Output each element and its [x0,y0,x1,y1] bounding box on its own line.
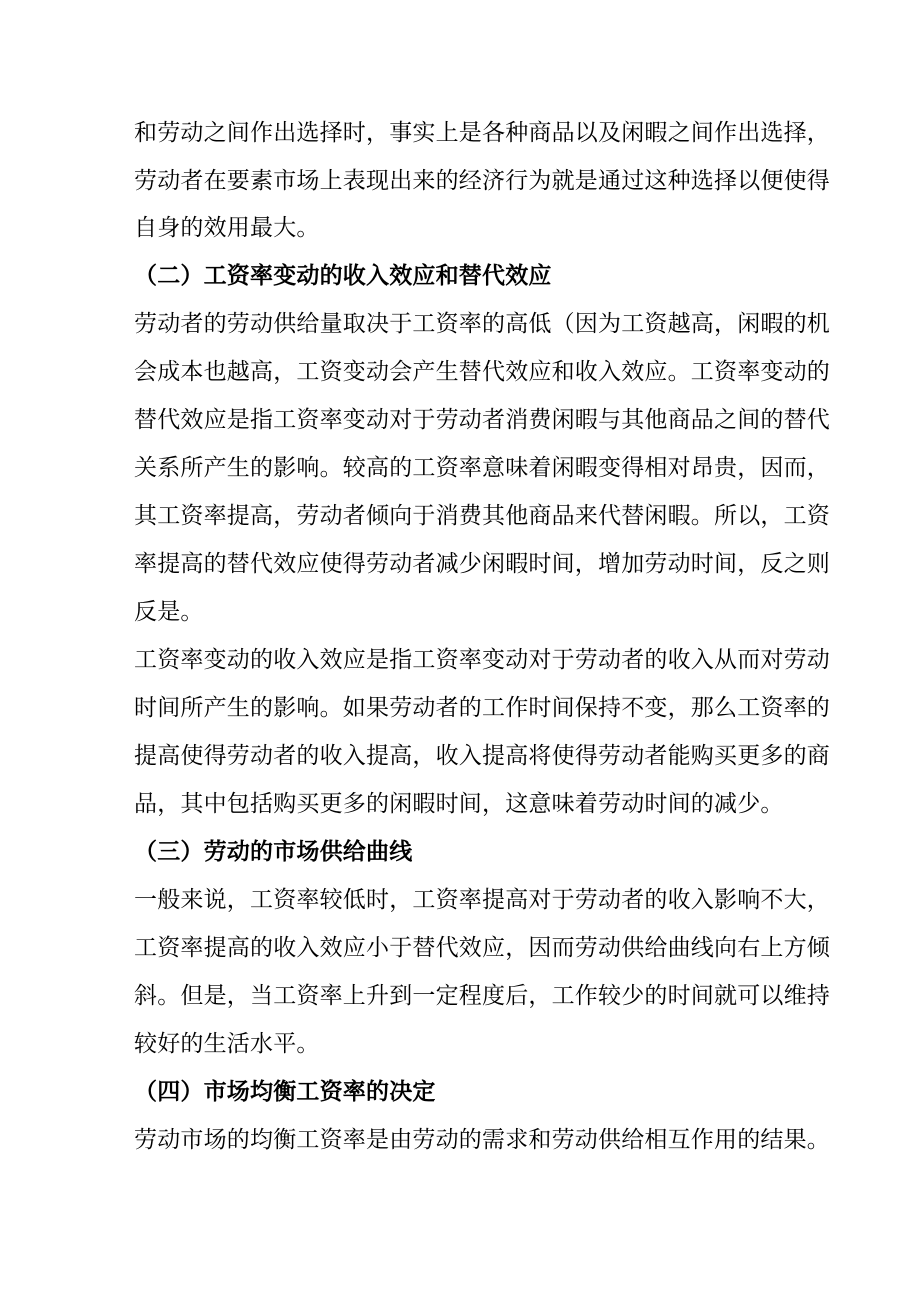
paragraph-line: 率提高的替代效应使得劳动者减少闲暇时间，增加劳动时间，反之则 [134,551,830,577]
paragraph-line: 斜。但是，当工资率上升到一定程度后，工作较少的时间就可以维持 [134,983,830,1009]
paragraph-line: 品，其中包括购买更多的闲暇时间，这意味着劳动时间的减少。 [134,791,784,817]
paragraph-line: 和劳动之间作出选择时，事实上是各种商品以及闲暇之间作出选择， [134,120,830,146]
paragraph-line: 劳动市场的均衡工资率是由劳动的需求和劳动供给相互作用的结果。 [134,1127,830,1153]
paragraph-line: 时间所产生的影响。如果劳动者的工作时间保持不变，那么工资率的 [134,695,830,721]
paragraph-line: 较好的生活水平。 [134,1031,320,1057]
section-heading-4: （四）市场均衡工资率的决定 [134,1079,436,1105]
paragraph-line: 反是。 [134,599,204,625]
paragraph-line: 会成本也越高，工资变动会产生替代效应和收入效应。工资率变动的 [134,359,830,385]
paragraph-line: 工资率提高的收入效应小于替代效应，因而劳动供给曲线向右上方倾 [134,935,830,961]
section-heading-3: （三）劳动的市场供给曲线 [134,839,413,865]
paragraph-line: 关系所产生的影响。较高的工资率意味着闲暇变得相对昂贵，因而， [134,455,830,481]
section-heading-2: （二）工资率变动的收入效应和替代效应 [134,263,552,289]
paragraph-line: 劳动者的劳动供给量取决于工资率的高低（因为工资越高，闲暇的机 [134,311,830,337]
paragraph-line: 劳动者在要素市场上表现出来的经济行为就是通过这种选择以便使得 [134,168,830,194]
paragraph-line: 提高使得劳动者的收入提高，收入提高将使得劳动者能购买更多的商 [134,743,830,769]
paragraph-line: 自身的效用最大。 [134,215,320,241]
paragraph-line: 替代效应是指工资率变动对于劳动者消费闲暇与其他商品之间的替代 [134,407,830,433]
paragraph-line: 工资率变动的收入效应是指工资率变动对于劳动者的收入从而对劳动 [134,647,830,673]
paragraph-line: 其工资率提高，劳动者倾向于消费其他商品来代替闲暇。所以，工资 [134,503,830,529]
paragraph-line: 一般来说，工资率较低时，工资率提高对于劳动者的收入影响不大， [134,887,830,913]
